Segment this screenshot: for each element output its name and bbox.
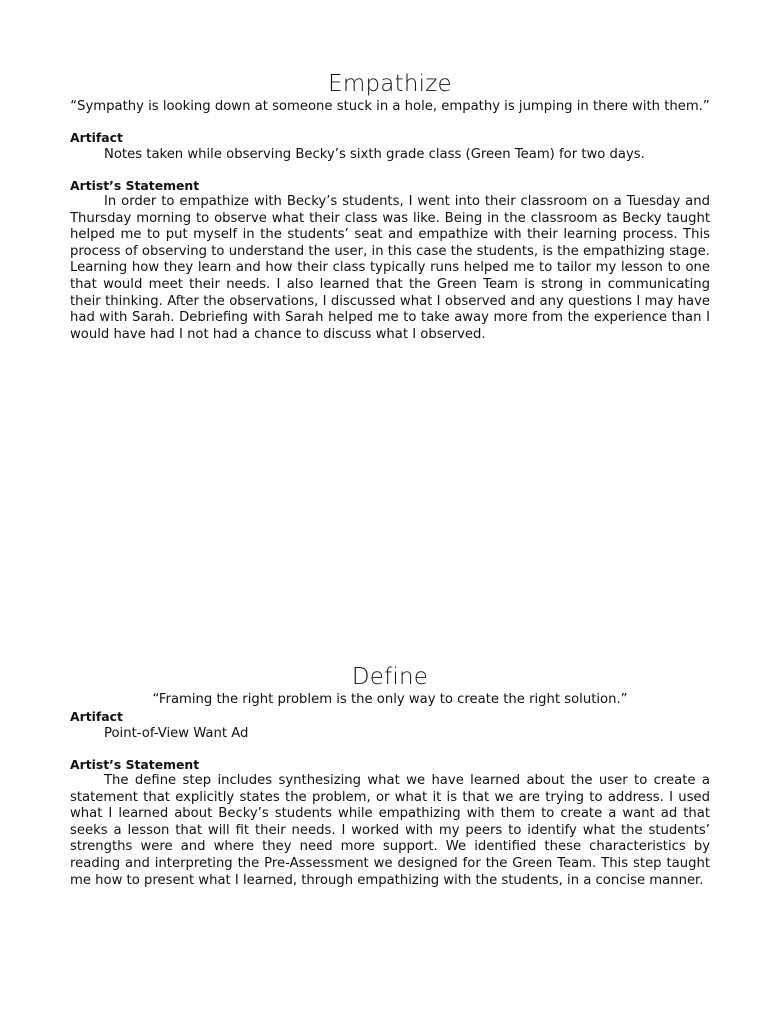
define-artifact-text: Point-of-View Want Ad: [104, 726, 249, 741]
empathize-quote: “Sympathy is looking down at someone stuck in a hole, empathy is jumping in there with them.”: [70, 99, 710, 114]
define-statement-text: The define step includes synthesizing what we have learned about the user to create a statement that explicitly states the problem, or what it is that we are trying to address. I used what I learned about Becky’s students while empathizing with them to create a want ad that seeks a lesson that will fit their needs. I worked with my peers to identify what the students’ strengths were and where they need more support. We identified these characteristics by reading and interpreting the Pre-Assessment we designed for the Green Team. This step taught me how to present what I learned, through empathizing with the students, in a concise manner.: [70, 773, 710, 888]
define-statement-label: Artist’s Statement: [70, 757, 200, 772]
empathize-heading: Empathize: [328, 71, 452, 97]
empathize-statement-label: Artist’s Statement: [70, 178, 200, 193]
empathize-artifact-text: Notes taken while observing Becky’s sixth grade class (Green Team) for two days.: [104, 147, 645, 162]
define-heading: Define: [351, 664, 429, 690]
define-artifact-label: Artifact: [70, 709, 123, 724]
empathize-statement-text: In order to empathize with Becky’s students, I went into their classroom on a Tuesday and Thursday morning to observe what their class was like. Being in the classroom as Becky taught helped me to put myself in the students’ seat and empathize with their learning process. This process of observing to understand the user, in this case the students, is the empathizing stage. Learning how they learn and how their class typically runs helped me to tailor my lesson to one that would meet their needs. I also learned that the Green Team is strong in communicating their thinking. After the observations, I discussed what I observed and any questions I may have had with Sarah. Debriefing with Sarah helped me to take away more from the experience than I would have had I not had a chance to discuss what I observed.: [70, 194, 710, 342]
define-section: [70, 663, 710, 889]
empathize-section: [70, 70, 710, 343]
define-quote: “Framing the right problem is the only way to create the right solution.”: [152, 692, 628, 707]
empathize-artifact-label: Artifact: [70, 130, 123, 145]
